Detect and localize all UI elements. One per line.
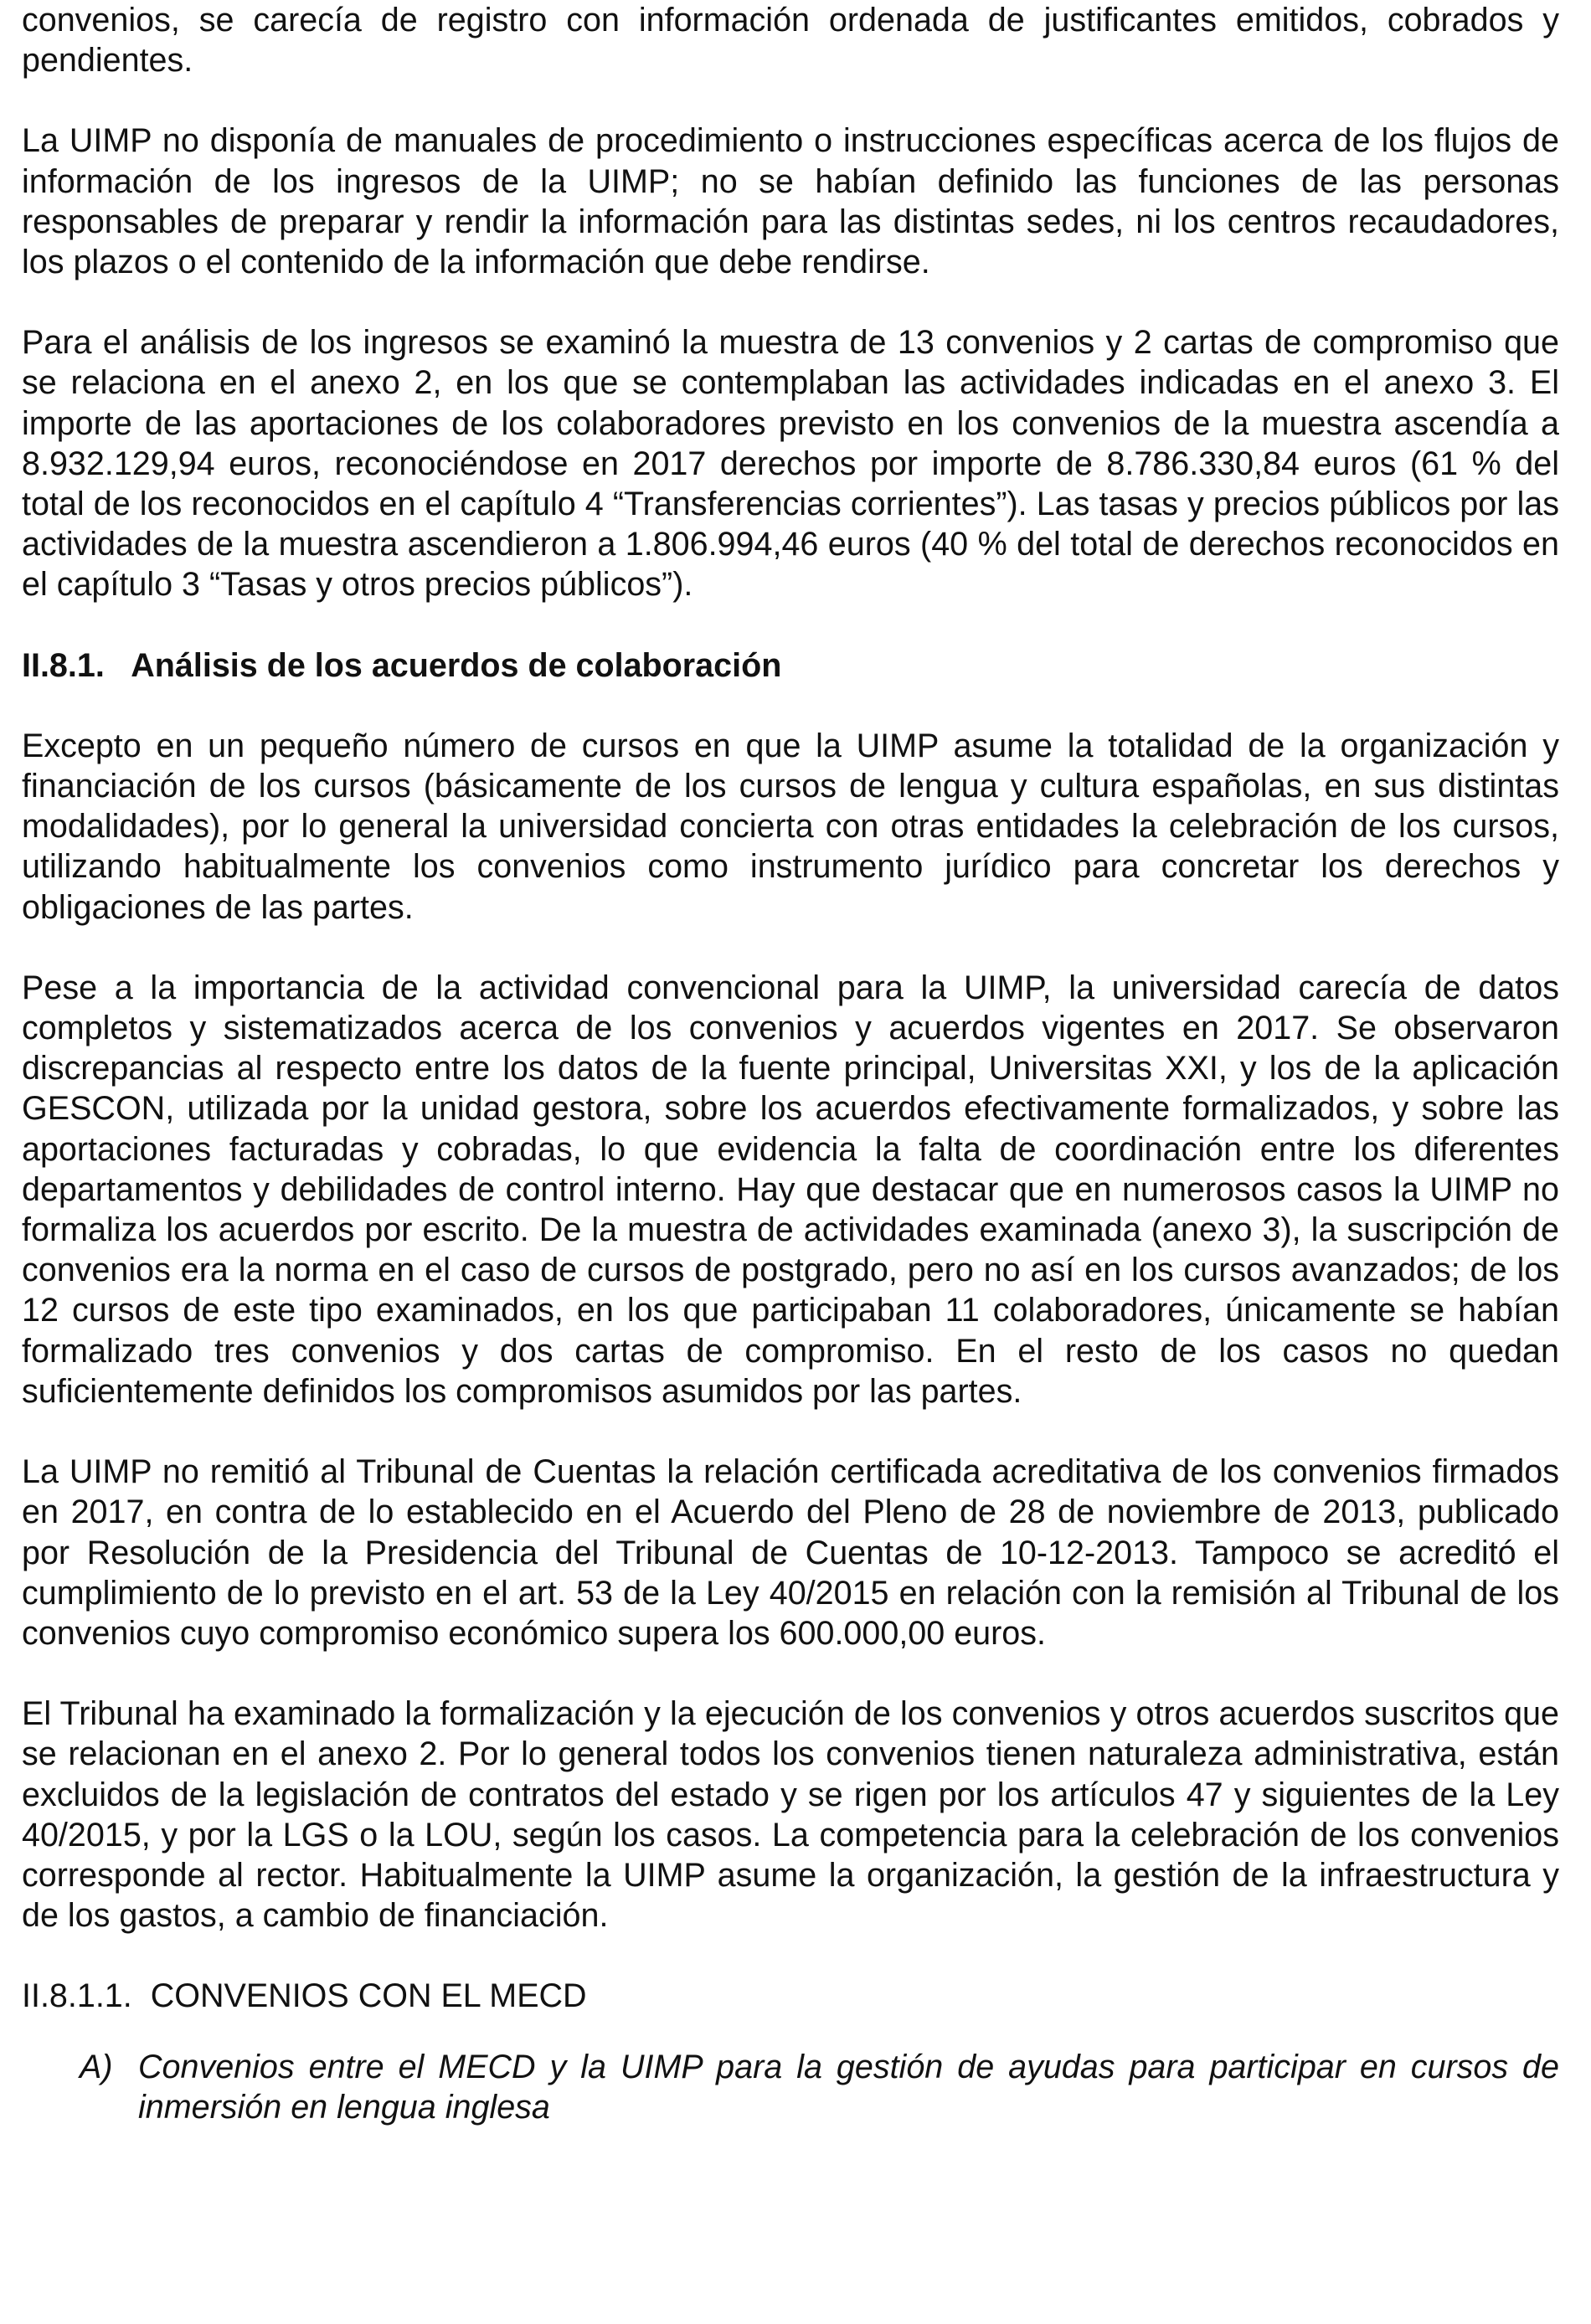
paragraph-registro: convenios, se carecía de registro con información ordenada de justificantes emitidos, cobrados y pendientes. xyxy=(22,2,1559,80)
section-heading: II.8.1. Análisis de los acuerdos de colaboración xyxy=(22,646,782,684)
paragraph-tribunal-examinado: El Tribunal ha examinado la formalización y la ejecución de los convenios y otros acuerdos suscritos que se relacionan en el anexo 2. Por lo general todos los convenios tienen naturaleza administrativa, están excluidos de la legislación de contratos del estado y se rigen por los artículos 47 y siguientes de la Ley 40/2015, y por la LGS o la LOU, según los casos. La competencia para la celebración de los convenios corresponde al rector. Habitualmente la UIMP asume la organización, la gestión de la infraestructura y de los gastos, a cambio de financiación. xyxy=(22,1695,1559,1935)
subsection-heading: II.8.1.1. CONVENIOS CON EL MECD xyxy=(22,1977,587,2015)
paragraph-analisis-ingresos: Para el análisis de los ingresos se examinó la muestra de 13 convenios y 2 cartas de compromiso que se relaciona en el anexo 2, en los que se contemplaban las actividades indicadas en el anexo 3. El importe de las aportaciones de los colaboradores previsto en los convenios de la muestra ascendía a 8.932.129,94 euros, reconociéndose en 2017 derechos por importe de 8.786.330,84 euros (61 % del total de los reconocidos en el capítulo 4 “Transferencias corrientes”). Las tasas y precios públicos por las actividades de la muestra ascendieron a 1.806.994,46 euros (40 % del total de derechos reconocidos en el capítulo 3 “Tasas y otros precios públicos”). xyxy=(22,324,1559,604)
paragraph-tribunal-remision: La UIMP no remitió al Tribunal de Cuentas la relación certificada acreditativa de los convenios firmados en 2017, en contra de lo establecido en el Acuerdo del Pleno de 28 de noviembre de 2013, publicado por Resolución de la Presidencia del Tribunal de Cuentas de 10-12-2013. Tampoco se acreditó el cumplimiento de lo previsto en el art. 53 de la Ley 40/2015 en relación con la remisión al Tribunal de los convenios cuyo compromiso económico supera los 600.000,00 euros. xyxy=(22,1453,1559,1652)
paragraph-excepto: Excepto en un pequeño número de cursos en que la UIMP asume la totalidad de la organización y financiación de los cursos (básicamente de los cursos de lengua y cultura españolas, en sus distintas modalidades), por lo general la universidad concierta con otras entidades la celebración de los cursos, utilizando habitualmente los convenios como instrumento jurídico para concretar los derechos y obligaciones de las partes. xyxy=(22,727,1559,926)
paragraph-manuales: La UIMP no disponía de manuales de procedimiento o instrucciones específicas acerca de los flujos de información de los ingresos de la UIMP; no se habían definido las funciones de las personas responsables de preparar y rendir la información para las distintas sedes, ni los centros recaudadores, los plazos o el contenido de la información que debe rendirse. xyxy=(22,122,1559,281)
document-page xyxy=(22,0,1559,2127)
paragraph-pese: Pese a la importancia de la actividad convencional para la UIMP, la universidad carecía de datos completos y sistematizados acerca de los convenios y acuerdos vigentes en 2017. Se observaron discrepancias al respecto entre los datos de la fuente principal, Universitas XXI, y los de la aplicación GESCON, utilizada por la unidad gestora, sobre los acuerdos efectivamente formalizados, y sobre las aportaciones facturadas y cobradas, lo que evidencia la falta de coordinación entre los diferentes departamentos y debilidades de control interno. Hay que destacar que en numerosos casos la UIMP no formaliza los acuerdos por escrito. De la muestra de actividades examinada (anexo 3), la suscripción de convenios era la norma en el caso de cursos de postgrado, pero no así en los cursos avanzados; de los 12 cursos de este tipo examinados, en los que participaban 11 colaboradores, únicamente se habían formalizado tres convenios y dos cartas de compromiso. En el resto de los casos no quedan suficientemente definidos los compromisos asumidos por las partes. xyxy=(22,969,1559,1410)
list-item-text: Convenios entre el MECD y la UIMP para la gestión de ayudas para participar en cursos de inmersión en lengua inglesa xyxy=(138,2048,1559,2126)
list-item-a xyxy=(80,2047,1559,2127)
list-item-label: A) xyxy=(80,2048,113,2085)
